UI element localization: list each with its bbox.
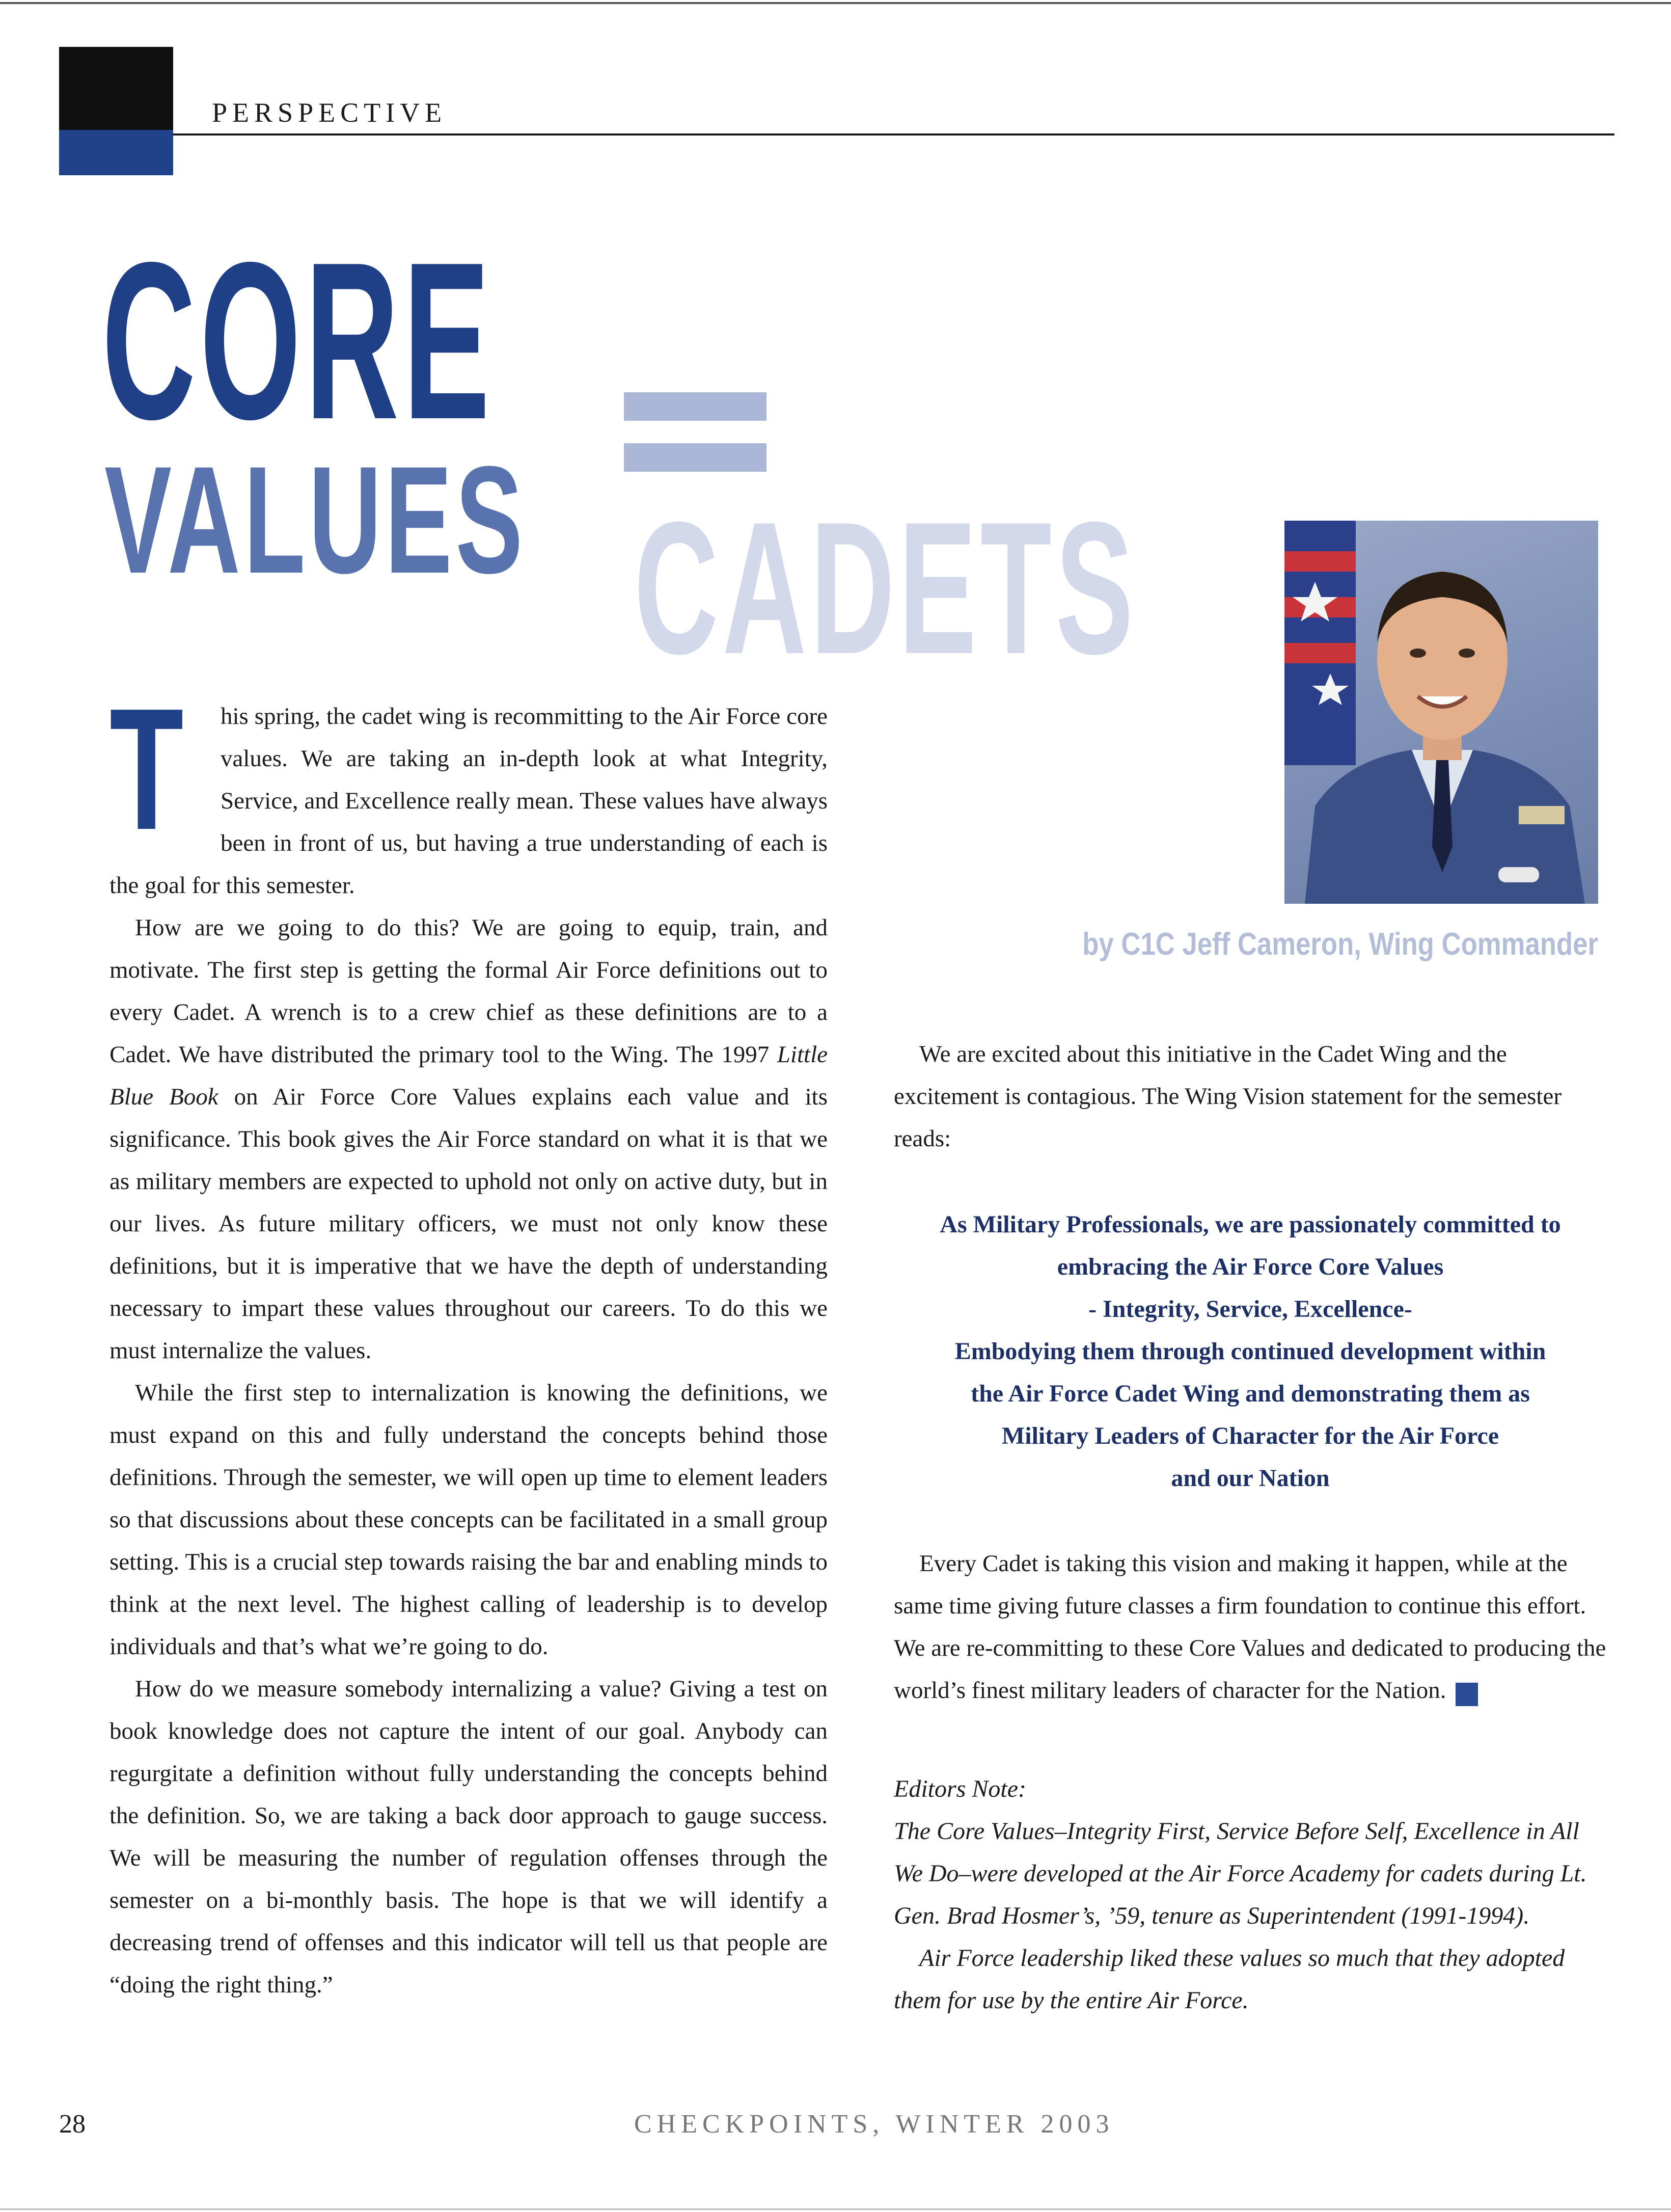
right-paragraph-2 bbox=[894, 1543, 1607, 1712]
headline-values: VALUES bbox=[104, 434, 527, 605]
vision-line: As Military Professionals, we are passionately committed to bbox=[940, 1211, 1561, 1238]
top-rule bbox=[0, 2, 1671, 4]
section-label: PERSPECTIVE bbox=[212, 97, 447, 128]
bottom-rule bbox=[0, 2208, 1671, 2210]
editors-note-title: Editors Note: bbox=[894, 1775, 1026, 1802]
headline-core: CORE bbox=[102, 216, 494, 466]
vision-line: and our Nation bbox=[1171, 1465, 1330, 1492]
paragraph-1-text: his spring, the cadet wing is recommitting to the Air Force core values. We are taking an in-depth look at what Integrity, Service, and Excellence really mean. These values have always been in front of us, but having a true understanding of each is the goal for this semester. bbox=[109, 703, 828, 899]
equals-bar-top bbox=[624, 392, 766, 421]
vision-line: - Integrity, Service, Excellence- bbox=[1088, 1296, 1412, 1323]
paragraph-2 bbox=[109, 907, 828, 1372]
page-number: 28 bbox=[59, 2110, 86, 2139]
equals-bar-bottom bbox=[624, 443, 766, 472]
vision-line: Embodying them through continued development within bbox=[954, 1338, 1546, 1365]
vision-line: the Air Force Cadet Wing and demonstrating them as bbox=[971, 1380, 1530, 1407]
editors-note-continued: Air Force leadership liked these values so much that they adopted them for use by the entire Air Force. bbox=[894, 1945, 1565, 2014]
paragraph-1 bbox=[109, 672, 828, 907]
headline-cadets: CADETS bbox=[634, 483, 1137, 693]
publication-footer: CHECKPOINTS, WINTER 2003 bbox=[634, 2110, 1114, 2139]
paragraph-2-text-b: on Air Force Core Values explains each value and its significance. This book gives the Air Force standard on what it is that we as military members are expected to uphold not only on active duty, but in our lives. As future military officers, we must not only know these definitions, but it is imperative that we have the depth of understanding necessary to impart these values throughout our careers. To do this we must internalize the values. bbox=[109, 1084, 828, 1364]
right-paragraph-1: We are excited about this initiative in the Cadet Wing and the excitement is contagious. The Wing Vision statement for the semester reads: bbox=[894, 1041, 1562, 1152]
vision-line: embracing the Air Force Core Values bbox=[1057, 1253, 1444, 1280]
section-block-accent bbox=[59, 130, 173, 175]
right-column bbox=[894, 1033, 1607, 2021]
portrait-illustration bbox=[1284, 521, 1598, 904]
drop-cap: T bbox=[109, 672, 184, 866]
byline: by C1C Jeff Cameron, Wing Commander bbox=[1082, 927, 1598, 962]
book-title: Little Blue Book bbox=[109, 1041, 828, 1110]
paragraph-3: While the first step to internalization is knowing the definitions, we must expand on this and fully understand the concepts behind those definitions. Through the semester, we will open up time to element leaders so that discussions about these concepts can be facilitated in a small group setting. This is a crucial step towards raising the bar and enabling minds to think at the next level. The highest calling of leadership is to develop individuals and that’s what we’re going to do. bbox=[109, 1380, 828, 1660]
left-column bbox=[109, 672, 828, 2006]
editors-note-text: The Core Values–Integrity First, Service Before Self, Excellence in All We Do–were developed at the Air Force Academy for cadets during Lt. Gen. Brad Hosmer’s, ’59, tenure as Superintendent (1991-1994). bbox=[894, 1818, 1587, 1929]
editors-note bbox=[894, 1768, 1607, 1937]
author-portrait bbox=[1284, 521, 1598, 904]
paragraph-4: How do we measure somebody internalizing a value? Giving a test on book knowledge does not capture the intent of our goal. Anybody can regurgitate a definition without fully understanding the concepts behind the definition. So, we are taking a back door approach to gauge success. We will be measuring the number of regulation offenses through the semester on a bi-monthly basis. The hope is that we will identify a decreasing trend of offenses and this indicator will tell us that people are “doing the right thing.” bbox=[109, 1676, 828, 1998]
vision-line: Military Leaders of Character for the Air Force bbox=[1001, 1422, 1499, 1449]
header-rule bbox=[173, 133, 1614, 136]
wing-vision-statement bbox=[894, 1203, 1607, 1499]
paragraph-2-text-a: How are we going to do this? We are going to equip, train, and motivate. The first step is getting the formal Air Force definitions out to every Cadet. A wrench is to a crew chief as these definitions are to a Cadet. We have distributed the primary tool to the Wing. The 1997 bbox=[109, 914, 828, 1068]
checkmark-icon: ✓ bbox=[1456, 1683, 1478, 1706]
right-paragraph-2-text: Every Cadet is taking this vision and making it happen, while at the same time giving future classes a firm foundation to continue this effort. We are re-committing to these Core Values and dedicated to producing the world’s finest military leaders of character for the Nation. bbox=[894, 1550, 1606, 1704]
